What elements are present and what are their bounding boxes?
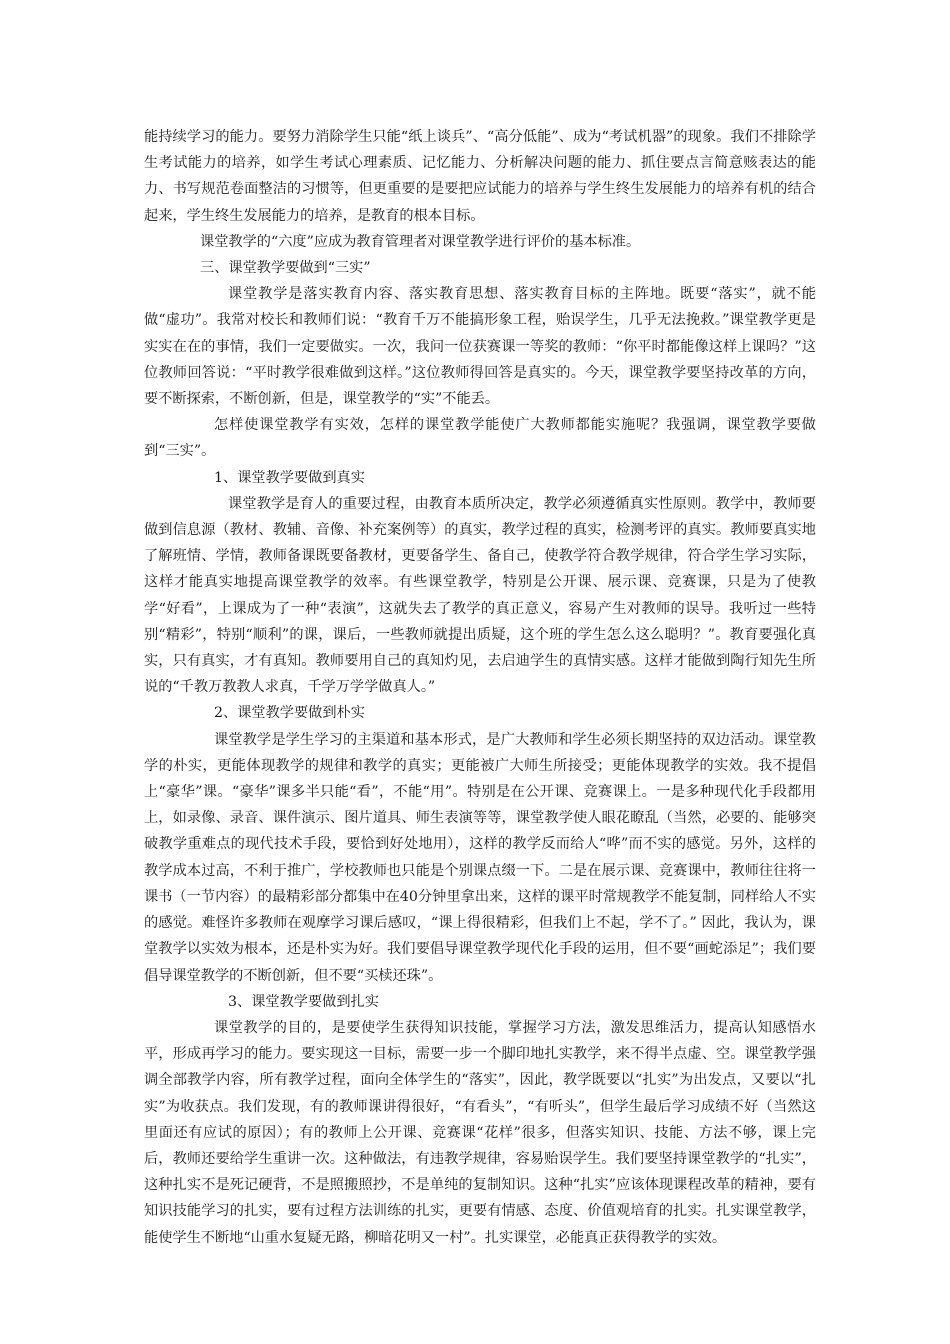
paragraph-how-effective: 怎样使课堂教学有实效，怎样的课堂教学能使广大教师都能实施呢？我强调，课堂教学要做到“三实”。 [144,417,816,460]
paragraph-six-degrees-standard: 课堂教学的“六度”应成为教育管理者对课堂教学进行评价的基本标准。 [200,233,641,250]
paragraph-real: 课堂教学是育人的重要过程，由教育本质所决定，教学必须遵循真实性原则。教学中，教师要做到信息源（教材、教辅、音像、补充案例等）的真实，教学过程的真实，检测考评的真实。教师要真实地了解班情、学情，教师备课既要备教材，更要备学生、备自己，使教学符合教学规律，符合学生学习实际，这样才能真实地提高课堂教学的效率。有些课堂教学，特别是公开课、展示课、竞赛课，只是为了使教学“好看”，上课成为了一种“表演”，这就失去了教学的真正意义，容易产生对教师的误导。我听过一些特别“精彩”，特别“顺利”的课，课后，一些教师就提出质疑，这个班的学生怎么这么聪明？”。教育要强化真实，只有真实，才有真知。教师要用自己的真知灼见，去启迪学生的真情实感。这样才能做到陶行知先生所说的“千教万教教人求真，千学万学学做真人。” [144,495,816,696]
paragraph-plain: 课堂教学是学生学习的主渠道和基本形式，是广大教师和学生必须长期坚持的双边活动。课堂教学的朴实，更能体现教学的规律和教学的真实；更能被广大师生所接受；更能体现教学的实效。我不提倡上“豪华”课。“豪华”课多半只能“看”，不能“用”。特别是在公开课、竞赛课上。一是多种现代化手段都用上，如录像、录音、课件演示、图片道具、师生表演等等，课堂教学使人眼花瞭乱（当然，必要的、能够突破教学重难点的现代技术手段，要恰到好处地用），这样的教学反而给人“哗”而不实的感觉。另外，这样的教学成本过高，不利于推广，学校教师也只能是个别课点缀一下。二是在展示课、竞赛课中，教师往往将一课书（一节内容）的最精彩部分都集中在40分钟里拿出来，这样的课平时常规教学不能复制，同样给人不实的感觉。难怪许多教师在观摩学习课后感叹，“课上得很精彩，但我们上不起，学不了。” 因此，我认为，课堂教学以实效为根本，还是朴实为好。我们要倡导课堂教学现代化手段的运用，但不要“画蛇添足”；我们要倡导课堂教学的不断创新，但不要“买椟还珠”。 [144,731,816,984]
subheading-solid: 3、课堂教学要做到扎实 [228,993,379,1010]
section-heading-three-shi: 三、课堂教学要做到“三实” [200,260,371,277]
subheading-real: 1、课堂教学要做到真实 [214,469,365,486]
paragraph-continuation: 能持续学习的能力。要努力消除学生只能“纸上谈兵”、“高分低能”、成为“考试机器”的现象。我们不排除学生考试能力的培养，如学生考试心理素质、记忆能力、分析解决问题的能力、抓住要点言简意赅表达的能力、书写规范卷面整洁的习惯等，但更重要的是要把应试能力的培养与学生终生发展能力的培养有机的结合起来，学生终生发展能力的培养，是教育的根本目标。 [144,129,816,224]
document-body [144,124,816,1251]
subheading-plain: 2、课堂教学要做到朴实 [214,705,365,722]
paragraph-solid: 课堂教学的目的，是要使学生获得知识技能，掌握学习方法，激发思维活力，提高认知感悟水平，形成再学习的能力。要实现这一目标，需要一步一个脚印地扎实教学，来不得半点虚、空。课堂教学强调全部教学内容，所有教学过程，面向全体学生的“落实”，因此，教学既要以“扎实”为出发点，又要以“扎实”为收获点。我们发现，有的教师课讲得很好，“有看头”，“有听头”，但学生最后学习成绩不好（当然这里面还有应试的原因）；有的教师上公开课、竞赛课“花样”很多，但落实知识、技能、方法不够，课上完后，教师还要给学生重讲一次。这种做法，有违教学规律，容易贻误学生。我们要坚持课堂教学的“扎实”，这种扎实不是死记硬背，不是照搬照抄，不是单纯的复制知识。这种“扎实”应该体现课程改革的精神，要有知识技能学习的扎实，要有过程方法训练的扎实，更要有情感、态度、价值观培育的扎实。扎实课堂教学，能使学生不断地“山重水复疑无路，柳暗花明又一村”。扎实课堂，必能真正获得教学的实效。 [144,1019,816,1246]
paragraph-main-position: 课堂教学是落实教育内容、落实教育思想、落实教育目标的主阵地。既要“落实”，就不能做“虚功”。我常对校长和教师们说：“教育千万不能搞形象工程，贻误学生，几乎无法挽救。”课堂教学更是实实在在的事情，我们一定要做实。一次，我问一位获赛课一等奖的教师：“你平时都能像这样上课吗？”这位教师回答说：“平时教学很难做到这样。”这位教师得回答是真实的。今天，课堂教学要坚持改革的方向，要不断探索，不断创新，但是，课堂教学的“实”不能丢。 [144,286,816,408]
